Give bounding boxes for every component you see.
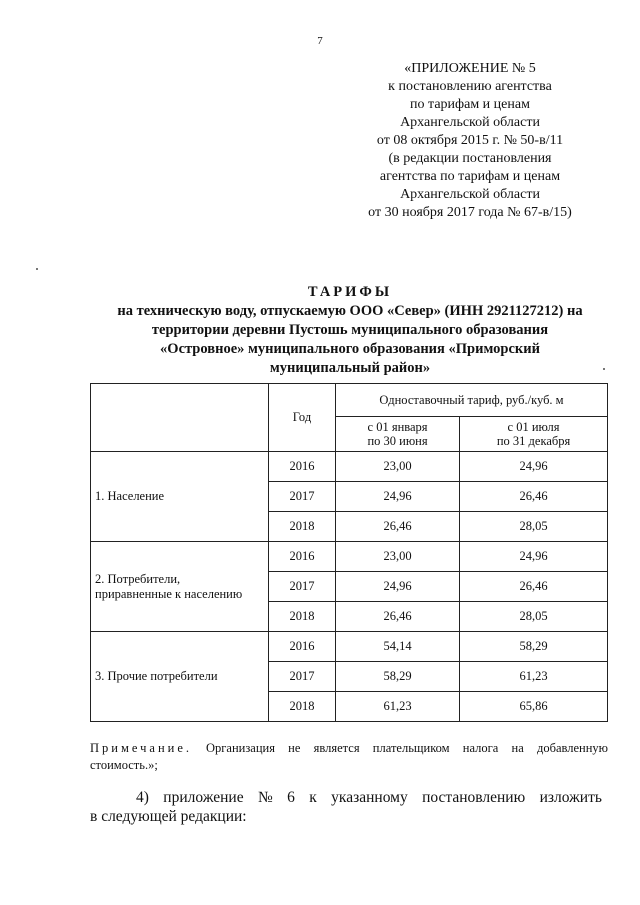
category-header-cell bbox=[91, 384, 269, 452]
note-text: Организация не является плательщиком налога на добавленную стоимость.»; bbox=[90, 741, 608, 772]
category-line: 3. Прочие потребители bbox=[95, 669, 218, 683]
paragraph-word: указанному bbox=[331, 789, 408, 806]
scan-speck bbox=[603, 368, 605, 370]
tariff-period2-cell: 28,05 bbox=[460, 512, 608, 542]
appendix-line: Архангельской области bbox=[400, 115, 540, 130]
tariff-period1-cell: 58,29 bbox=[336, 662, 460, 692]
paragraph-word: 6 bbox=[287, 789, 295, 806]
year-cell: 2017 bbox=[269, 662, 336, 692]
table-header-row bbox=[91, 384, 608, 417]
paragraph-word: приложение bbox=[163, 789, 244, 806]
paragraph-line-2: в следующей редакции: bbox=[90, 808, 247, 825]
category-cell bbox=[91, 632, 269, 722]
note-label: Примечание. bbox=[90, 741, 193, 755]
period2-header bbox=[460, 417, 608, 452]
year-cell: 2016 bbox=[269, 452, 336, 482]
appendix-line: Архангельской области bbox=[400, 187, 540, 202]
tariff-period1-cell: 23,00 bbox=[336, 452, 460, 482]
tariff-period2-cell: 65,86 bbox=[460, 692, 608, 722]
year-cell: 2017 bbox=[269, 482, 336, 512]
note bbox=[90, 740, 608, 774]
tariff-period1-cell: 26,46 bbox=[336, 512, 460, 542]
tariff-period2-cell: 61,23 bbox=[460, 662, 608, 692]
appendix-line: по тарифам и ценам bbox=[410, 97, 530, 112]
paragraph-word: № bbox=[257, 789, 273, 806]
appendix-line: «ПРИЛОЖЕНИЕ № 5 bbox=[404, 61, 536, 76]
tariff-period1-cell: 24,96 bbox=[336, 482, 460, 512]
scan-speck bbox=[36, 268, 38, 270]
note-body bbox=[90, 740, 608, 774]
paragraph-word: 4) bbox=[136, 789, 149, 806]
document-title bbox=[90, 283, 610, 378]
year-header: Год bbox=[269, 384, 336, 452]
year-cell: 2017 bbox=[269, 572, 336, 602]
appendix-line: к постановлению агентства bbox=[388, 79, 552, 94]
category-line: 1. Население bbox=[95, 489, 165, 503]
appendix-line: от 30 ноября 2017 года № 67-в/15) bbox=[368, 205, 572, 220]
period2-line: по 31 декабря bbox=[496, 434, 571, 448]
appendix-header bbox=[330, 60, 610, 222]
tariff-period2-cell: 24,96 bbox=[460, 452, 608, 482]
category-line: 2. Потребители, bbox=[95, 571, 181, 586]
title-line: «Островное» муниципального образования «Приморский bbox=[160, 341, 540, 357]
tariff-period2-cell: 24,96 bbox=[460, 542, 608, 572]
tariff-period2-cell: 26,46 bbox=[460, 482, 608, 512]
tariff-period1-cell: 24,96 bbox=[336, 572, 460, 602]
table-row bbox=[91, 452, 608, 482]
paragraph-4 bbox=[90, 788, 602, 826]
period1-header bbox=[336, 417, 460, 452]
paragraph-word: постановлению bbox=[422, 789, 526, 806]
tariff-table bbox=[90, 383, 608, 722]
tariff-period2-cell: 58,29 bbox=[460, 632, 608, 662]
period1-line: с 01 января bbox=[367, 420, 428, 434]
tariff-period1-cell: 23,00 bbox=[336, 542, 460, 572]
appendix-line: агентства по тарифам и ценам bbox=[379, 169, 561, 184]
tariff-period2-cell: 28,05 bbox=[460, 602, 608, 632]
paragraph-line-1 bbox=[90, 788, 602, 807]
category-cell bbox=[91, 452, 269, 542]
table-row bbox=[91, 632, 608, 662]
year-cell: 2016 bbox=[269, 632, 336, 662]
title-line: на техническую воду, отпускаемую ООО «Север» (ИНН 2921127212) на bbox=[117, 303, 583, 319]
title-heading: ТАРИФЫ bbox=[307, 284, 393, 300]
tariff-period1-cell: 61,23 bbox=[336, 692, 460, 722]
tariff-period1-cell: 54,14 bbox=[336, 632, 460, 662]
tariff-period1-cell: 26,46 bbox=[336, 602, 460, 632]
year-cell: 2018 bbox=[269, 512, 336, 542]
period2-line: с 01 июля bbox=[507, 420, 560, 434]
tariff-period2-cell: 26,46 bbox=[460, 572, 608, 602]
title-line: территории деревни Пустошь муниципального образования bbox=[151, 322, 549, 338]
title-line: муниципальный район» bbox=[269, 360, 431, 376]
paragraph-word: изложить bbox=[539, 789, 602, 806]
year-cell: 2018 bbox=[269, 692, 336, 722]
category-line: приравненные к населению bbox=[95, 586, 243, 601]
tariff-header: Одноставочный тариф, руб./куб. м bbox=[336, 384, 608, 417]
paragraph-word: к bbox=[309, 789, 317, 806]
period1-line: по 30 июня bbox=[367, 434, 428, 448]
appendix-line: от 08 октября 2015 г. № 50-в/11 bbox=[376, 133, 564, 148]
page-number: 7 bbox=[317, 35, 323, 47]
table-row bbox=[91, 542, 608, 572]
appendix-line: (в редакции постановления bbox=[388, 151, 552, 166]
year-cell: 2018 bbox=[269, 602, 336, 632]
category-cell bbox=[91, 542, 269, 632]
year-cell: 2016 bbox=[269, 542, 336, 572]
